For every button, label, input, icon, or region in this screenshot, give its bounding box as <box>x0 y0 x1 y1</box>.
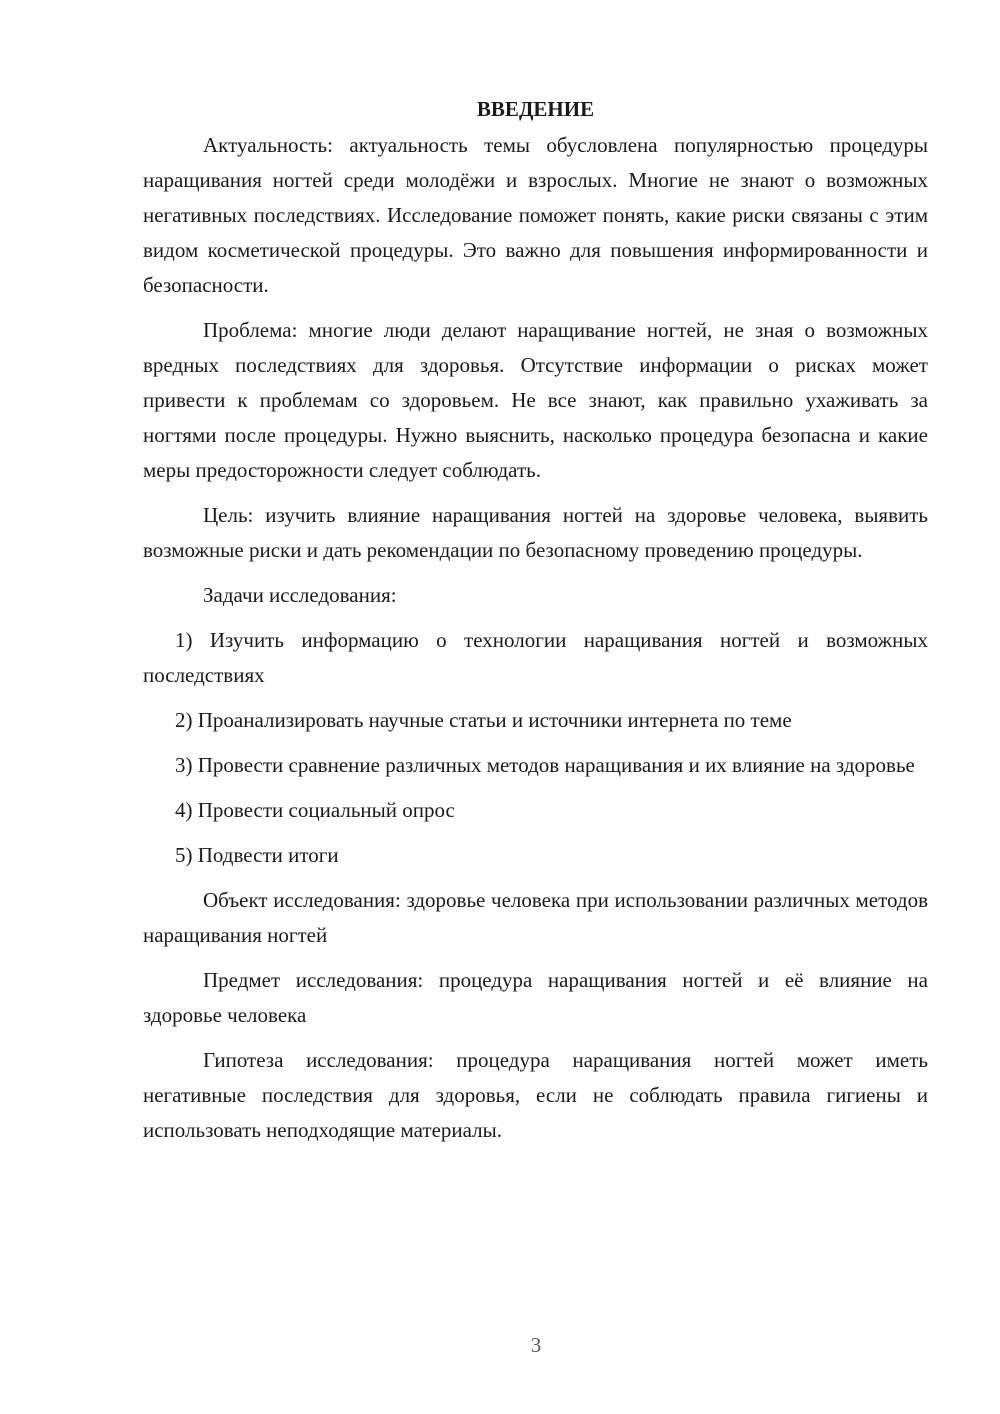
task-item-4: 4) Провести социальный опрос <box>175 798 455 822</box>
section-title: ВВЕДЕНИЕ <box>476 97 595 121</box>
object-paragraph: Объект исследования: здоровье человека при использовании различных методов наращивания ногтей <box>143 888 928 947</box>
page-number: 3 <box>530 1333 542 1357</box>
relevance-paragraph: Актуальность: актуальность темы обусловлена популярностью процедуры наращивания ногтей среди молодёжи и взрослых. Многие не знают о возможных негативных последствиях. Исследование поможет понять, какие риски связаны с этим видом косметической процедуры. Это важно для повышения информированности и безопасности. <box>143 133 928 297</box>
problem-paragraph: Проблема: многие люди делают наращивание ногтей, не зная о возможных вредных последствиях для здоровья. Отсутствие информации о рисках может привести к проблемам со здоровьем. Не все знают, как правильно ухаживать за ногтями после процедуры. Нужно выяснить, насколько процедура безопасна и какие меры предосторожности следует соблюдать. <box>143 318 928 482</box>
task-item-2: 2) Проанализировать научные статьи и источники интернета по теме <box>175 708 792 732</box>
subject-paragraph: Предмет исследования: процедура наращивания ногтей и её влияние на здоровье человека <box>143 968 928 1027</box>
goal-paragraph: Цель: изучить влияние наращивания ногтей на здоровье человека, выявить возможные риски и дать рекомендации по безопасному проведению процедуры. <box>143 503 928 562</box>
tasks-heading: Задачи исследования: <box>203 583 397 607</box>
task-item-3: 3) Провести сравнение различных методов наращивания и их влияние на здоровье <box>175 753 915 777</box>
document-page <box>143 94 928 1158</box>
task-item-1: 1) Изучить информацию о технологии наращивания ногтей и возможных последствиях <box>143 628 928 687</box>
hypothesis-paragraph: Гипотеза исследования: процедура наращивания ногтей может иметь негативные последствия для здоровья, если не соблюдать правила гигиены и использовать неподходящие материалы. <box>143 1048 928 1142</box>
task-item-5: 5) Подвести итоги <box>175 843 339 867</box>
